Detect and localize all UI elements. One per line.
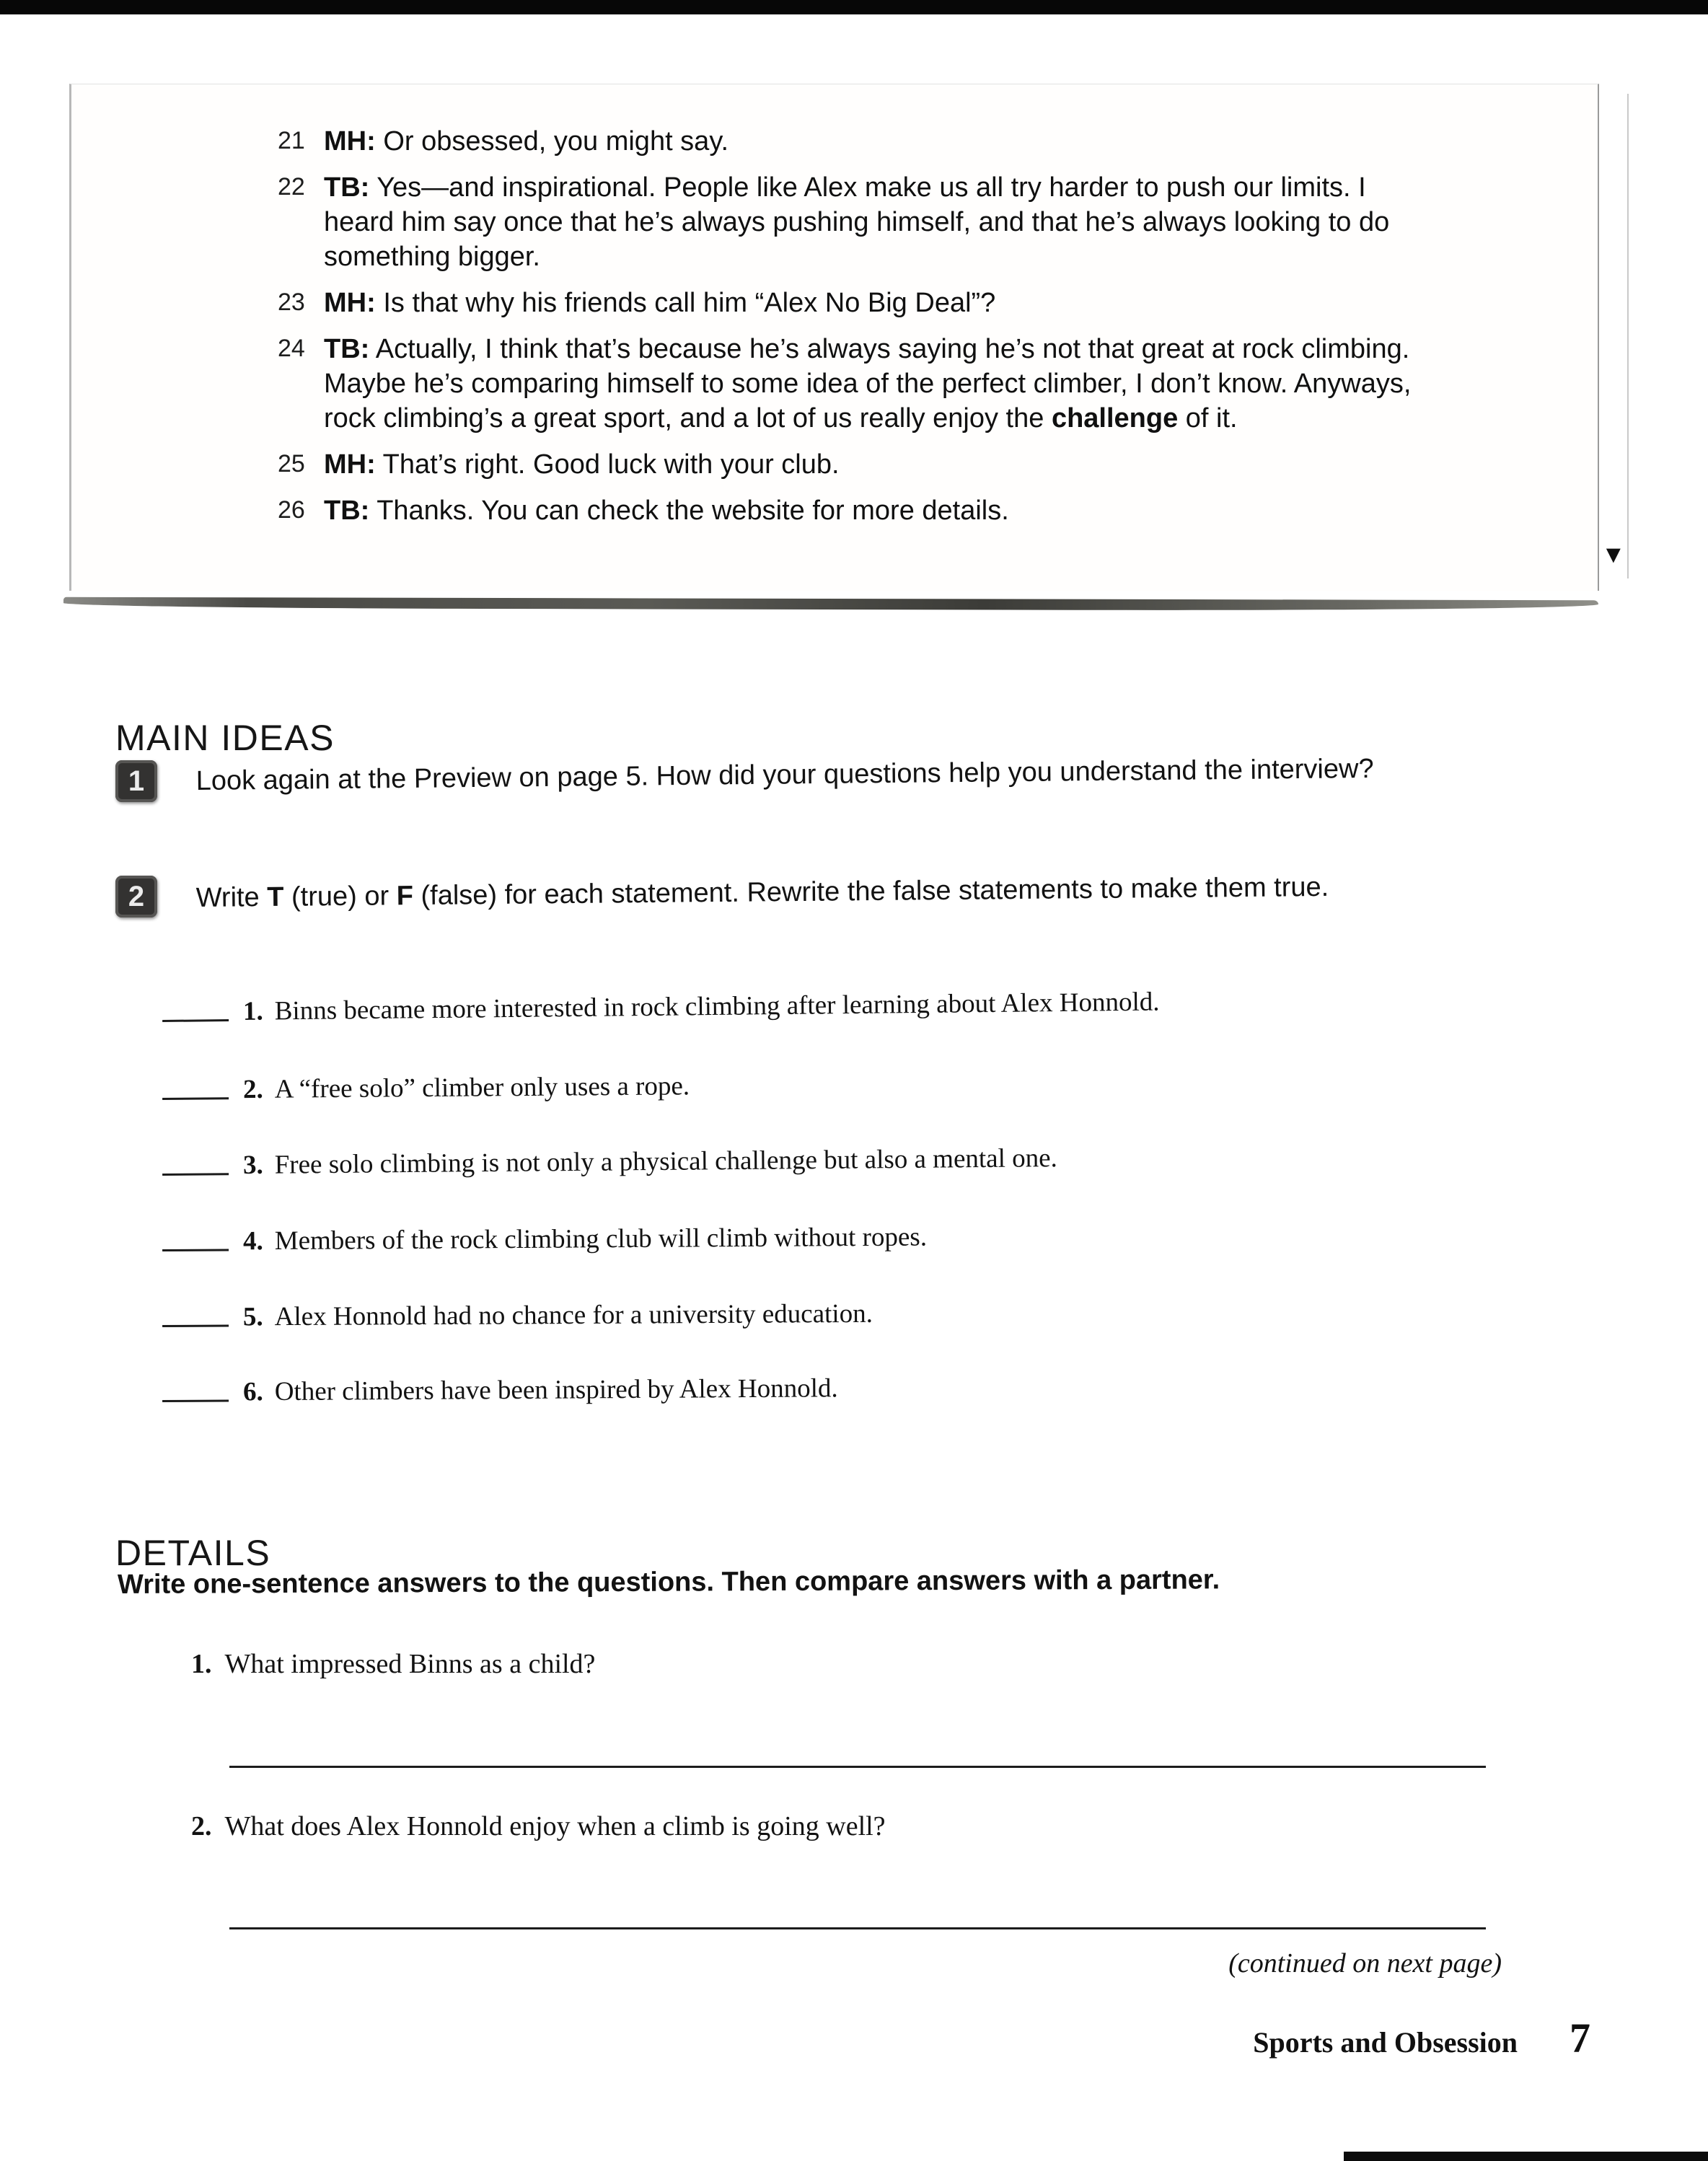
statement-text: Members of the rock climbing club will climb without ropes. xyxy=(274,1222,928,1256)
vocabulary-word: challenge xyxy=(1051,403,1179,433)
statement-number: 5. xyxy=(242,1302,263,1332)
line-number: 25 xyxy=(278,450,305,477)
statement-text: A “free solo” climber only uses a rope. xyxy=(274,1071,690,1104)
line-text xyxy=(324,447,1438,482)
answer-blank[interactable] xyxy=(162,1171,229,1176)
interview-transcript xyxy=(278,124,1439,540)
continued-note: (continued on next page) xyxy=(1228,1948,1502,1979)
speaker-label: MH: xyxy=(324,449,376,480)
speaker-label: TB: xyxy=(324,496,370,526)
page-footer xyxy=(1253,2014,1590,2062)
exercise-2-instructions xyxy=(195,866,1494,917)
line-text xyxy=(324,286,1438,320)
transcript-line xyxy=(278,493,1439,528)
page-number: 7 xyxy=(1570,2015,1590,2061)
line-number: 23 xyxy=(278,289,305,316)
true-letter: T xyxy=(267,881,284,913)
main-ideas-heading: MAIN IDEAS xyxy=(115,717,335,758)
statement-row xyxy=(162,1295,1533,1333)
answer-write-line[interactable] xyxy=(229,1927,1486,1929)
statement-row xyxy=(162,1368,1533,1408)
statement-text: Free solo climbing is not only a physical challenge but also a mental one. xyxy=(274,1143,1057,1180)
speech-text: of it. xyxy=(1178,403,1238,433)
details-instructions: Write one-sentence answers to the questions. Then compare answers with a partner. xyxy=(117,1564,1220,1600)
statement-row xyxy=(162,982,1533,1028)
scroll-down-arrow-icon[interactable]: ▼ xyxy=(1601,541,1626,568)
instruction-text: (false) for each statement. Rewrite the false statements to make them true. xyxy=(413,871,1329,912)
instruction-text: Write xyxy=(195,882,268,914)
exercise-2-badge: 2 xyxy=(115,876,157,917)
statement-number: 1. xyxy=(242,996,263,1026)
line-number: 22 xyxy=(278,173,305,201)
statement-number: 2. xyxy=(242,1074,263,1105)
exercise-1-badge: 1 xyxy=(115,760,157,802)
detail-question xyxy=(191,1810,1489,1842)
speaker-label: TB: xyxy=(324,334,370,364)
speech-text: Thanks. You can check the website for more details. xyxy=(377,496,1009,526)
speaker-label: MH: xyxy=(324,288,376,318)
page-edge-line xyxy=(1627,94,1629,578)
answer-blank[interactable] xyxy=(162,1398,229,1402)
speaker-label: MH: xyxy=(324,126,376,157)
statement-row xyxy=(162,1138,1533,1181)
statement-row xyxy=(162,1064,1533,1106)
scan-edge-bottom-strip xyxy=(1344,2152,1708,2161)
transcript-line xyxy=(278,332,1439,436)
detail-question xyxy=(191,1648,1489,1680)
line-text xyxy=(324,332,1438,436)
speech-text: Actually, I think that’s because he’s always saying he’s not that great at rock climbing. Maybe he’s comparing himself to some idea of the perfect climber, I don’t know. Anyways, rock climbing’s a great sport, and a lot of us really enjoy the xyxy=(324,334,1412,433)
answer-blank[interactable] xyxy=(162,1324,229,1327)
speech-text: Or obsessed, you might say. xyxy=(383,126,729,157)
question-text: What does Alex Honnold enjoy when a climb is going well? xyxy=(224,1811,886,1841)
statement-text: Alex Honnold had no chance for a university education. xyxy=(274,1298,873,1332)
transcript-line xyxy=(278,170,1439,274)
scan-edge-top-bar xyxy=(0,0,1708,14)
speaker-label: TB: xyxy=(324,172,370,203)
details-heading: DETAILS xyxy=(115,1532,271,1573)
statement-text: Other climbers have been inspired by Alex Honnold. xyxy=(274,1373,838,1407)
false-letter: F xyxy=(396,881,414,912)
line-number: 26 xyxy=(278,496,305,524)
line-text xyxy=(324,124,1438,159)
answer-blank[interactable] xyxy=(162,1096,229,1100)
statement-text: Binns became more interested in rock climbing after learning about Alex Honnold. xyxy=(274,987,1160,1026)
question-text: What impressed Binns as a child? xyxy=(224,1649,596,1679)
speech-text: That’s right. Good luck with your club. xyxy=(382,449,840,480)
transcript-line xyxy=(278,124,1439,159)
line-text xyxy=(324,170,1438,274)
line-number: 21 xyxy=(278,127,305,154)
line-number: 24 xyxy=(278,335,305,362)
answer-blank[interactable] xyxy=(162,1018,229,1022)
line-text xyxy=(324,493,1438,528)
statement-number: 4. xyxy=(242,1226,263,1256)
unit-title: Sports and Obsession xyxy=(1253,2026,1518,2059)
transcript-line xyxy=(278,447,1439,482)
instruction-text: (true) or xyxy=(283,881,397,912)
exercise-1-instructions: Look again at the Preview on page 5. How did your questions help you understand the interview? xyxy=(195,753,1374,797)
transcript-line xyxy=(278,286,1439,320)
speech-text: Yes—and inspirational. People like Alex make us all try harder to push our limits. I heard him say once that he’s always pushing himself, and that he’s always looking to do something bigger. xyxy=(324,172,1390,272)
question-number: 2. xyxy=(191,1811,212,1841)
statement-row xyxy=(162,1218,1533,1257)
statement-number: 6. xyxy=(242,1377,263,1407)
answer-write-line[interactable] xyxy=(229,1766,1486,1768)
speech-text: Is that why his friends call him “Alex No Big Deal”? xyxy=(383,288,996,318)
card-shadow xyxy=(63,597,1598,611)
question-number: 1. xyxy=(191,1649,212,1679)
statement-number: 3. xyxy=(242,1150,263,1181)
answer-blank[interactable] xyxy=(162,1247,229,1251)
